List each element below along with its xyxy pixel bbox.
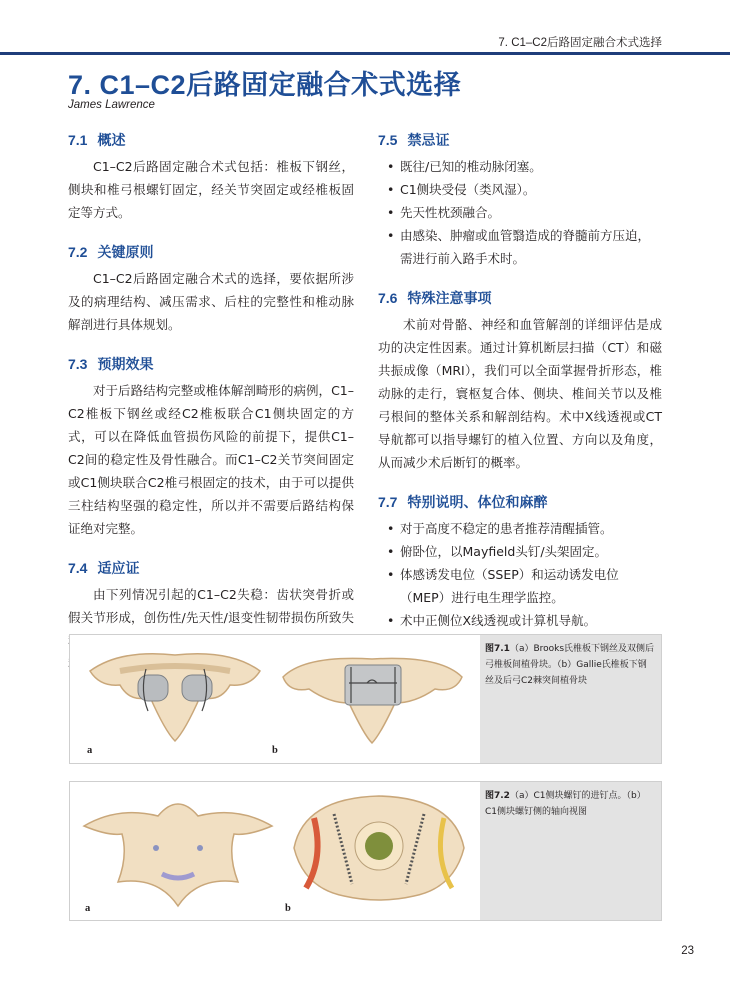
page-number: 23 xyxy=(681,945,694,957)
figure-caption-text: （a）C1侧块螺钉的进钉点。（b）C1侧块螺钉侧的轴向视图 xyxy=(485,791,646,817)
figure-7-2-panel-b-label: b xyxy=(285,903,291,914)
figure-7-1-panel-b-label: b xyxy=(272,745,278,756)
list-item: • 术中正侧位X线透视或计算机导航。 xyxy=(378,609,662,632)
section-heading-7-4: 7.4 适应证 xyxy=(68,560,140,577)
list-item: • 对于高度不稳定的患者推荐清醒插管。 xyxy=(378,517,662,540)
figure-7-1-caption xyxy=(485,641,655,689)
section-text-7-3: 对于后路结构完整或椎体解剖畸形的病例，C1–C2椎板下钢丝或经C2椎板联合C1侧块固定的方式，可以在降低血管损伤风险的前提下，提供C1–C2间的稳定性及骨性融合。而C1–C2关节突间固定或C1侧块联合C2椎弓根固定的技术，由于可以提供三柱结构坚强的稳定性，所以并不需要后路结构保证绝对完整。 xyxy=(68,383,354,536)
section-heading-7-1: 7.1 概述 xyxy=(68,132,126,149)
section-heading-7-3: 7.3 预期效果 xyxy=(68,356,154,373)
section-text-7-6: 术前对骨骼、神经和血管解剖的详细评估是成功的决定性因素。通过计算机断层扫描（CT）和磁共振成像（MRI），我们可以全面掌握骨折形态，椎动脉的走行，寰枢复合体、侧块、椎间关节以及椎弓根间的整体关系和解剖结构。术中X线透视或CT导航都可以指导螺钉的植入位置、方向以及角度，从而减少术后断钉的概率。 xyxy=(378,317,662,470)
section-text-7-4: 由下列情况引起的C1–C2失稳：齿状突骨折或假关节形成，创伤性/先天性/退变性韧带损伤所致失 xyxy=(68,587,354,625)
header-rule xyxy=(0,52,730,55)
c1-lateral-mass-axial-illustration xyxy=(284,788,474,912)
section-heading-7-6: 7.6 特殊注意事项 xyxy=(378,290,492,307)
right-column xyxy=(378,126,662,632)
chapter-title: 7. C1–C2后路固定融合术式选择 xyxy=(68,70,462,100)
figure-7-2-panel-a-label: a xyxy=(85,903,91,914)
section-heading-7-5: 7.5 禁忌证 xyxy=(378,132,450,149)
figure-7-1 xyxy=(69,634,662,764)
positioning-list xyxy=(378,517,662,632)
figure-caption-text: （a）Brooks氏椎板下钢丝及双侧后弓椎板间植骨块。（b）Gallie氏椎板下钢丝及后弓C2棘突间植骨块 xyxy=(485,644,655,686)
brooks-wiring-illustration xyxy=(80,641,270,749)
figure-label: 图7.1 xyxy=(485,644,510,654)
list-item: • 俯卧位，以Mayfield头钉/头架固定。 xyxy=(378,540,662,563)
list-item: • 先天性枕颈融合。 xyxy=(378,201,662,224)
list-item: • C1侧块受侵（类风湿）。 xyxy=(378,178,662,201)
figure-7-1-panel-a-label: a xyxy=(87,745,93,756)
author: James Lawrence xyxy=(68,99,155,111)
figure-label: 图7.2 xyxy=(485,791,510,801)
figure-7-2-caption xyxy=(485,788,655,820)
c1-lateral-mass-entry-illustration xyxy=(78,786,278,912)
left-column xyxy=(68,126,354,675)
list-item: • 体感诱发电位（SSEP）和运动诱发电位（MEP）进行电生理学监控。 xyxy=(378,563,662,609)
section-text-7-2: C1–C2后路固定融合术式的选择，要依据所涉及的病理结构、减压需求、后柱的完整性和椎动脉解剖进行具体规划。 xyxy=(68,271,354,332)
figure-7-1-illustrations xyxy=(70,635,480,763)
running-header: 7. C1–C2后路固定融合术式选择 xyxy=(498,37,662,49)
list-item: • 既往/已知的椎动脉闭塞。 xyxy=(378,155,662,178)
section-heading-7-7: 7.7 特别说明、体位和麻醉 xyxy=(378,494,548,511)
contraindication-list xyxy=(378,155,662,270)
gallie-wiring-illustration xyxy=(275,643,470,749)
section-text-7-1: C1–C2后路固定融合术式包括：椎板下钢丝，侧块和椎弓根螺钉固定，经关节突固定或经椎板固定等方式。 xyxy=(68,159,354,220)
figure-7-2 xyxy=(69,781,662,921)
list-item: • 由感染、肿瘤或血管翳造成的脊髓前方压迫，需进行前入路手术时。 xyxy=(378,224,662,270)
section-heading-7-2: 7.2 关键原则 xyxy=(68,244,154,261)
figure-7-2-illustrations xyxy=(70,782,480,920)
